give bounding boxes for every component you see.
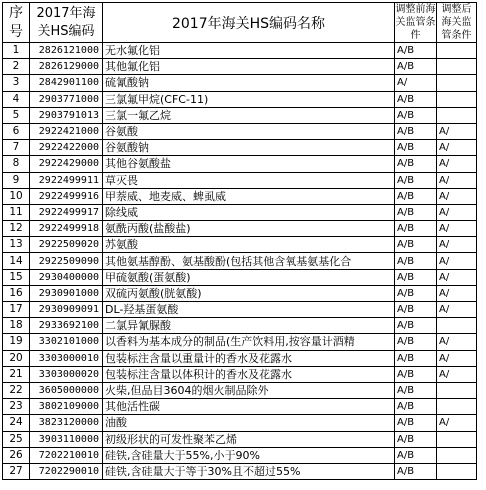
row-seq-cell[interactable]: 26	[3, 447, 30, 463]
row-before-cell[interactable]: A/	[395, 75, 437, 91]
header-name: 2017年海关HS编码名称	[103, 3, 395, 43]
table-row	[3, 463, 477, 479]
row-seq-cell[interactable]: 16	[3, 285, 30, 301]
row-code-cell[interactable]: 3802109000	[30, 399, 103, 415]
header-seq: 序号	[3, 3, 30, 43]
table-body	[3, 43, 477, 480]
row-seq-cell[interactable]: 10	[3, 188, 30, 204]
row-seq-cell[interactable]: 12	[3, 221, 30, 237]
row-name-cell[interactable]: 二氯异氰脲酸	[103, 318, 395, 334]
row-code-cell[interactable]: 2930400000	[30, 269, 103, 285]
row-after-cell[interactable]	[437, 59, 477, 75]
row-code-cell[interactable]: 2922509090	[30, 253, 103, 269]
row-after-cell[interactable]	[437, 75, 477, 91]
row-after-cell[interactable]: A/	[437, 156, 477, 172]
row-after-cell[interactable]: A/	[437, 253, 477, 269]
row-before-cell[interactable]: A/B	[395, 237, 437, 253]
row-code-cell[interactable]: 7202210010	[30, 447, 103, 463]
row-after-cell[interactable]	[437, 463, 477, 479]
row-name-cell[interactable]: 其他谷氨酸盐	[103, 156, 395, 172]
row-after-cell[interactable]: A/	[437, 237, 477, 253]
row-after-cell[interactable]: A/	[437, 302, 477, 318]
row-code-cell[interactable]: 2842901100	[30, 75, 103, 91]
row-seq-cell[interactable]: 27	[3, 463, 30, 479]
row-name-cell[interactable]: 氨酰丙酸(盐酸盐)	[103, 221, 395, 237]
row-name-cell[interactable]: 其他氟化铝	[103, 59, 395, 75]
row-seq-cell[interactable]: 15	[3, 269, 30, 285]
header-before: 调整前海关监管条件	[395, 4, 436, 41]
row-after-cell[interactable]: A/	[437, 350, 477, 366]
row-before-cell[interactable]: A/B	[395, 107, 437, 123]
table-row	[3, 415, 477, 431]
row-after-cell[interactable]	[437, 43, 477, 59]
row-code-cell[interactable]: 2933692100	[30, 318, 103, 334]
row-name-cell[interactable]: 油酸	[103, 415, 395, 431]
row-after-cell[interactable]: A/	[437, 269, 477, 285]
row-name-cell[interactable]: 硫氰酸钠	[103, 75, 395, 91]
row-before-cell[interactable]: A/B	[395, 43, 437, 59]
row-name-cell[interactable]: 除线威	[103, 204, 395, 220]
table-row	[3, 302, 477, 318]
row-before-cell[interactable]: A/B	[395, 123, 437, 139]
row-before-cell[interactable]: A/B	[395, 366, 437, 382]
row-before-cell[interactable]: A/B	[395, 463, 437, 479]
row-before-cell[interactable]: A/B	[395, 350, 437, 366]
row-seq-cell[interactable]: 7	[3, 140, 30, 156]
row-name-cell[interactable]: 以香料为基本成分的制品(生产饮料用,按容量计酒精	[103, 334, 395, 350]
row-seq-cell[interactable]: 17	[3, 302, 30, 318]
table-row	[3, 172, 477, 188]
row-seq-cell[interactable]: 1	[3, 43, 30, 59]
row-name-cell[interactable]: 甲萘威、地麦威、蜱虱威	[103, 188, 395, 204]
table-row	[3, 399, 477, 415]
table-row	[3, 447, 477, 463]
row-before-cell[interactable]: A/B	[395, 172, 437, 188]
row-seq-cell[interactable]: 20	[3, 350, 30, 366]
table-row	[3, 318, 477, 334]
row-after-cell[interactable]: A/	[437, 123, 477, 139]
row-code-cell[interactable]: 2826121000	[30, 43, 103, 59]
row-seq-cell[interactable]: 5	[3, 107, 30, 123]
row-after-cell[interactable]	[437, 318, 477, 334]
row-code-cell[interactable]: 3303000020	[30, 366, 103, 382]
row-seq-cell[interactable]: 6	[3, 123, 30, 139]
row-after-cell[interactable]: A/	[437, 204, 477, 220]
row-before-cell[interactable]: A/B	[395, 221, 437, 237]
row-code-cell[interactable]: 3302101000	[30, 334, 103, 350]
row-after-cell[interactable]: A/	[437, 366, 477, 382]
row-after-cell[interactable]	[437, 91, 477, 107]
row-before-cell[interactable]: A/B	[395, 415, 437, 431]
row-code-cell[interactable]: 2930901000	[30, 285, 103, 301]
row-code-cell[interactable]: 3303000010	[30, 350, 103, 366]
row-seq-cell[interactable]: 23	[3, 399, 30, 415]
row-name-cell[interactable]: 无水氟化铝	[103, 43, 395, 59]
table-row	[3, 237, 477, 253]
row-seq-cell[interactable]: 14	[3, 253, 30, 269]
row-code-cell[interactable]: 2930909091	[30, 302, 103, 318]
row-name-cell[interactable]: 苏氨酸	[103, 237, 395, 253]
row-name-cell[interactable]: 火柴,但品目3604的烟火制品除外	[103, 382, 395, 398]
row-code-cell[interactable]: 2826129000	[30, 59, 103, 75]
row-code-cell[interactable]: 3605000000	[30, 382, 103, 398]
row-name-cell[interactable]: 三氯氟甲烷(CFC-11)	[103, 91, 395, 107]
row-seq-cell[interactable]: 19	[3, 334, 30, 350]
table-row	[3, 221, 477, 237]
row-code-cell[interactable]: 2922421000	[30, 123, 103, 139]
row-after-cell[interactable]: A/	[437, 188, 477, 204]
row-name-cell[interactable]: 其他活性碳	[103, 399, 395, 415]
row-before-cell[interactable]: A/B	[395, 140, 437, 156]
table-row	[3, 285, 477, 301]
row-after-cell[interactable]	[437, 107, 477, 123]
row-seq-cell[interactable]: 11	[3, 204, 30, 220]
row-name-cell[interactable]: 草灭畏	[103, 172, 395, 188]
row-after-cell[interactable]: A/	[437, 285, 477, 301]
row-code-cell[interactable]: 2903791013	[30, 107, 103, 123]
row-code-cell[interactable]: 3823120000	[30, 415, 103, 431]
row-seq-cell[interactable]: 8	[3, 156, 30, 172]
row-after-cell[interactable]: A/	[437, 334, 477, 350]
table-row	[3, 188, 477, 204]
row-code-cell[interactable]: 3903110000	[30, 431, 103, 447]
row-name-cell[interactable]: 包装标注含量以体积计的香水及花露水	[103, 366, 395, 382]
table-row	[3, 91, 477, 107]
row-before-cell[interactable]: A/B	[395, 334, 437, 350]
row-seq-cell[interactable]: 9	[3, 172, 30, 188]
row-seq-cell[interactable]: 13	[3, 237, 30, 253]
row-name-cell[interactable]: 甲硫氨酸(蛋氨酸)	[103, 269, 395, 285]
row-code-cell[interactable]: 2922499916	[30, 188, 103, 204]
row-after-cell[interactable]	[437, 382, 477, 398]
row-name-cell[interactable]: 谷氨酸钠	[103, 140, 395, 156]
table-row	[3, 334, 477, 350]
row-after-cell[interactable]: A/	[437, 415, 477, 431]
row-before-cell[interactable]: A/B	[395, 399, 437, 415]
row-seq-cell[interactable]: 2	[3, 59, 30, 75]
row-before-cell[interactable]: A/B	[395, 431, 437, 447]
row-seq-cell[interactable]: 22	[3, 382, 30, 398]
header-row	[3, 3, 477, 43]
row-after-cell[interactable]	[437, 431, 477, 447]
row-seq-cell[interactable]: 4	[3, 91, 30, 107]
row-name-cell[interactable]: 包装标注含量以重量计的香水及花露水	[103, 350, 395, 366]
row-before-cell[interactable]: A/B	[395, 302, 437, 318]
row-code-cell[interactable]: 7202290010	[30, 463, 103, 479]
row-before-cell[interactable]: A/B	[395, 59, 437, 75]
table-row	[3, 123, 477, 139]
row-seq-cell[interactable]: 18	[3, 318, 30, 334]
row-seq-cell[interactable]: 3	[3, 75, 30, 91]
row-before-cell[interactable]: A/B	[395, 447, 437, 463]
row-before-cell[interactable]: A/B	[395, 204, 437, 220]
table-row	[3, 59, 477, 75]
row-before-cell[interactable]: A/B	[395, 253, 437, 269]
row-code-cell[interactable]: 2922499917	[30, 204, 103, 220]
row-name-cell[interactable]: 硅铁,含硅量大于55%,小于90%	[103, 447, 395, 463]
table-row	[3, 204, 477, 220]
table-row	[3, 43, 477, 59]
row-seq-cell[interactable]: 25	[3, 431, 30, 447]
row-before-cell[interactable]: A/B	[395, 285, 437, 301]
table-row	[3, 269, 477, 285]
header-after: 调整后海关监管条件	[437, 3, 477, 43]
table-row	[3, 156, 477, 172]
row-name-cell[interactable]: 三氯一氟乙烷	[103, 107, 395, 123]
row-code-cell[interactable]: 2922422000	[30, 140, 103, 156]
row-before-cell[interactable]: A/B	[395, 269, 437, 285]
row-seq-cell[interactable]: 21	[3, 366, 30, 382]
row-seq-cell[interactable]: 24	[3, 415, 30, 431]
row-code-cell[interactable]: 2903771000	[30, 91, 103, 107]
row-before-cell[interactable]: A/B	[395, 91, 437, 107]
table-row	[3, 350, 477, 366]
row-after-cell[interactable]: A/	[437, 221, 477, 237]
table-row	[3, 75, 477, 91]
row-after-cell[interactable]: A/	[437, 172, 477, 188]
table-row	[3, 107, 477, 123]
row-code-cell[interactable]: 2922499918	[30, 221, 103, 237]
row-before-cell[interactable]: A/B	[395, 382, 437, 398]
row-before-cell[interactable]: A/B	[395, 188, 437, 204]
row-code-cell[interactable]: 2922429000	[30, 156, 103, 172]
row-name-cell[interactable]: 硅铁,含硅量大于等于30%且不超过55%	[103, 463, 395, 479]
row-name-cell[interactable]: DL-羟基蛋氨酸	[103, 302, 395, 318]
row-after-cell[interactable]	[437, 399, 477, 415]
row-code-cell[interactable]: 2922499911	[30, 172, 103, 188]
table-row	[3, 382, 477, 398]
row-code-cell[interactable]: 2922509020	[30, 237, 103, 253]
row-name-cell[interactable]: 谷氨酸	[103, 123, 395, 139]
row-after-cell[interactable]	[437, 447, 477, 463]
row-name-cell[interactable]: 双硫丙氨酸(胱氨酸)	[103, 285, 395, 301]
row-name-cell[interactable]: 初级形状的可发性聚苯乙烯	[103, 431, 395, 447]
table-row	[3, 140, 477, 156]
table-row	[3, 253, 477, 269]
row-after-cell[interactable]: A/	[437, 140, 477, 156]
table-row	[3, 431, 477, 447]
row-before-cell[interactable]: A/B	[395, 318, 437, 334]
row-before-cell[interactable]: A/B	[395, 156, 437, 172]
row-name-cell[interactable]: 其他氨基醇酚、氨基酸酚(包括其他含氧基氨基化合	[103, 253, 395, 269]
table-row	[3, 366, 477, 382]
header-code: 2017年海关HS编码	[30, 3, 103, 43]
hs-code-table	[2, 2, 477, 480]
